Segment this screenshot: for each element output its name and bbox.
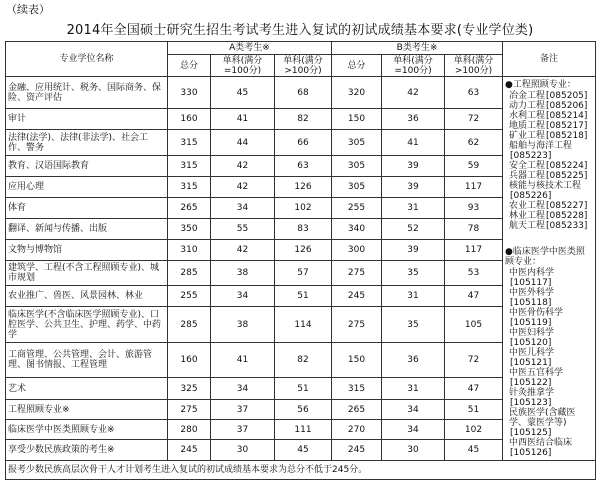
a-single-gt100-cell: 51	[275, 286, 332, 307]
b-total-cell: 270	[332, 420, 382, 440]
engineering-note-item	[505, 161, 593, 171]
note-item-name: 动力工程	[509, 100, 546, 111]
a-single-100-cell: 41	[211, 343, 275, 378]
note-item-name: 矿业工程	[509, 130, 546, 141]
a-total-cell: 315	[168, 156, 211, 177]
b-single-gt100-cell: 78	[445, 219, 503, 240]
note-item-code: [085225]	[546, 170, 588, 181]
major-name-cell: 应用心理	[6, 177, 168, 198]
b-total-cell: 275	[332, 261, 382, 286]
a-single-100-cell: 34	[211, 198, 275, 219]
a-single-100-cell: 37	[211, 400, 275, 420]
footnote-row	[6, 461, 596, 480]
note-item-code: [085214]	[546, 110, 588, 121]
engineering-note-item	[505, 111, 593, 121]
a-single-gt100-cell: 82	[275, 109, 332, 130]
a-single-100-cell: 45	[211, 77, 275, 109]
a-single-100-cell: 55	[211, 219, 275, 240]
b-single-100-cell: 35	[382, 261, 445, 286]
medical-note-item	[505, 368, 593, 388]
b-total-cell: 305	[332, 156, 382, 177]
a-single-gt100-cell: 111	[275, 420, 332, 440]
a-single-100-header: 单科(满分=100分)	[211, 55, 275, 77]
note-item-code: [105126]	[510, 447, 552, 458]
note-item-name: 冶金工程	[509, 90, 546, 101]
medical-notes	[505, 247, 593, 458]
major-name-cell: 临床医学中医类照顾专业※	[6, 420, 168, 440]
a-total-cell: 310	[168, 240, 211, 261]
note-item-name: 核能与核技术工程	[509, 180, 582, 191]
b-single-gt100-cell: 47	[445, 378, 503, 400]
a-single-100-cell: 37	[211, 420, 275, 440]
medical-note-item	[505, 348, 593, 368]
b-single-100-cell: 34	[382, 420, 445, 440]
note-item-name: 航天工程	[509, 220, 546, 231]
engineering-notes	[505, 80, 593, 231]
note-item-name: 中医外科学	[509, 287, 555, 298]
b-single-100-cell: 39	[382, 156, 445, 177]
note-item-code: [085217]	[546, 120, 588, 131]
b-single-100-cell: 35	[382, 307, 445, 343]
b-single-gt100-cell: 93	[445, 198, 503, 219]
note-item-name: 中西医结合临床	[509, 437, 573, 448]
b-total-cell: 320	[332, 77, 382, 109]
b-single-gt100-cell: 72	[445, 343, 503, 378]
b-single-100-cell: 30	[382, 440, 445, 461]
b-single-100-cell: 31	[382, 286, 445, 307]
a-total-cell: 280	[168, 420, 211, 440]
b-single-gt100-cell: 45	[445, 440, 503, 461]
engineering-note-item	[505, 171, 593, 181]
a-single-gt100-cell: 82	[275, 343, 332, 378]
major-name-cell: 金融、应用统计、税务、国际商务、保险、资产评估	[6, 77, 168, 109]
note-item-code: [085233]	[546, 220, 588, 231]
note-item-code: [085227]	[546, 200, 588, 211]
note-item-code: [105123]	[510, 397, 552, 408]
a-single-gt100-cell: 83	[275, 219, 332, 240]
b-total-cell: 275	[332, 307, 382, 343]
b-single-gt100-cell: 102	[445, 420, 503, 440]
group-a-header: A类考生※	[168, 42, 332, 55]
continued-label: （续表）	[6, 3, 50, 16]
b-single-100-cell: 39	[382, 240, 445, 261]
b-total-cell: 150	[332, 109, 382, 130]
b-single-100-cell: 34	[382, 400, 445, 420]
a-single-gt100-cell: 102	[275, 198, 332, 219]
b-total-cell: 245	[332, 440, 382, 461]
b-single-gt100-cell: 59	[445, 156, 503, 177]
b-single-gt100-cell: 117	[445, 240, 503, 261]
a-single-100-cell: 42	[211, 177, 275, 198]
b-total-cell: 305	[332, 130, 382, 156]
b-single-gt100-cell: 47	[445, 286, 503, 307]
engineering-note-item	[505, 221, 593, 231]
a-total-cell: 275	[168, 400, 211, 420]
b-single-gt100-cell: 51	[445, 400, 503, 420]
note-item-name: 农业工程	[509, 200, 546, 211]
medical-note-item	[505, 288, 593, 308]
a-single-100-cell: 30	[211, 440, 275, 461]
engineering-note-item	[505, 91, 593, 101]
b-single-gt100-cell: 62	[445, 130, 503, 156]
engineering-note-item	[505, 141, 593, 161]
a-single-gt100-cell: 126	[275, 177, 332, 198]
a-total-cell: 315	[168, 177, 211, 198]
medical-note-item	[505, 268, 593, 288]
note-item-code: [105125]	[510, 427, 552, 438]
a-single-gt100-cell: 126	[275, 240, 332, 261]
note-item-name: 兵器工程	[509, 170, 546, 181]
major-name-cell: 临床医学(不含临床医学照顾专业)、口腔医学、公共卫生、护理、药学、中药学	[6, 307, 168, 343]
b-single-gt100-cell: 53	[445, 261, 503, 286]
a-total-cell: 255	[168, 286, 211, 307]
b-single-gt100-cell: 117	[445, 177, 503, 198]
a-single-gt100-cell: 57	[275, 261, 332, 286]
notes-cell	[503, 77, 596, 461]
note-item-name: 地质工程	[509, 120, 546, 131]
b-single-100-header: 单科(满分=100分)	[382, 55, 445, 77]
a-single-100-cell: 44	[211, 130, 275, 156]
major-name-cell: 农业推广、兽医、风景园林、林业	[6, 286, 168, 307]
table-row	[6, 77, 596, 109]
group-b-header: B类考生※	[332, 42, 503, 55]
a-total-cell: 265	[168, 198, 211, 219]
note-item-name: 中医五官科学	[509, 367, 564, 378]
note-item-code: [105119]	[510, 317, 552, 328]
major-name-cell: 文物与博物馆	[6, 240, 168, 261]
major-name-cell: 教育、汉语国际教育	[6, 156, 168, 177]
b-single-gt100-cell: 105	[445, 307, 503, 343]
b-single-100-cell: 36	[382, 343, 445, 378]
page-title: 2014年全国硕士研究生招生考试考生进入复试的初试成绩基本要求(专业学位类)	[66, 23, 534, 38]
engineering-note-item	[505, 201, 593, 211]
a-single-gt100-cell: 56	[275, 400, 332, 420]
note-item-code: [085218]	[546, 130, 588, 141]
b-total-cell: 340	[332, 219, 382, 240]
b-total-cell: 245	[332, 286, 382, 307]
b-single-100-cell: 36	[382, 109, 445, 130]
a-total-cell: 330	[168, 77, 211, 109]
note-item-code: [085226]	[510, 190, 552, 201]
b-single-100-cell: 31	[382, 198, 445, 219]
major-name-cell: 艺术	[6, 378, 168, 400]
note-item-code: [085228]	[546, 210, 588, 221]
major-name-cell: 法律(法学)、法律(非法学)、社会工作、警务	[6, 130, 168, 156]
footnote: 报考少数民族高层次骨干人才计划考生进入复试的初试成绩基本要求为总分不低于245分。	[6, 461, 596, 480]
b-total-cell: 300	[332, 240, 382, 261]
note-item-name: 船舶与海洋工程	[509, 140, 573, 151]
note-item-code: [105122]	[510, 377, 552, 388]
b-total-cell: 315	[332, 378, 382, 400]
b-total-cell: 150	[332, 343, 382, 378]
b-single-100-cell: 41	[382, 130, 445, 156]
b-single-gt100-header: 单科(满分>100分)	[445, 55, 503, 77]
note-item-code: [085205]	[546, 90, 588, 101]
note-item-code: [085223]	[510, 150, 552, 161]
note-item-name: 安全工程	[509, 160, 546, 171]
note-item-name: 中医儿科学	[509, 347, 555, 358]
engineering-note-item	[505, 211, 593, 221]
major-name-cell: 工商管理、公共管理、会计、旅游管理、图书情报、工程管理	[6, 343, 168, 378]
major-name-cell: 工程照顾专业※	[6, 400, 168, 420]
a-total-header: 总分	[168, 55, 211, 77]
engineering-note-item	[505, 101, 593, 111]
b-total-cell: 305	[332, 177, 382, 198]
a-total-cell: 325	[168, 378, 211, 400]
b-total-header: 总分	[332, 55, 382, 77]
a-total-cell: 245	[168, 440, 211, 461]
a-single-gt100-cell: 66	[275, 130, 332, 156]
a-single-100-cell: 38	[211, 307, 275, 343]
a-single-gt100-cell: 68	[275, 77, 332, 109]
medical-note-item	[505, 328, 593, 348]
a-single-100-cell: 38	[211, 261, 275, 286]
b-single-gt100-cell: 72	[445, 109, 503, 130]
a-single-gt100-cell: 114	[275, 307, 332, 343]
b-single-100-cell: 39	[382, 177, 445, 198]
medical-notes-header: ●临床医学中医类照顾专业：	[505, 246, 585, 267]
b-total-cell: 255	[332, 198, 382, 219]
note-item-code: [085206]	[546, 100, 588, 111]
note-item-name: 中医妇科学	[509, 327, 555, 338]
note-item-name: 中医内科学	[509, 267, 555, 278]
a-single-100-cell: 42	[211, 240, 275, 261]
note-item-code: [085224]	[546, 160, 588, 171]
major-name-cell: 体育	[6, 198, 168, 219]
a-single-100-cell: 34	[211, 378, 275, 400]
a-single-gt100-cell: 63	[275, 156, 332, 177]
major-name-cell: 建筑学、工程(不含工程照顾专业)、城市规划	[6, 261, 168, 286]
a-total-cell: 285	[168, 307, 211, 343]
a-single-gt100-cell: 45	[275, 440, 332, 461]
major-name-cell: 翻译、新闻与传播、出版	[6, 219, 168, 240]
b-single-100-cell: 42	[382, 77, 445, 109]
medical-note-item	[505, 438, 593, 458]
note-item-code: [105121]	[510, 357, 552, 368]
a-total-cell: 285	[168, 261, 211, 286]
a-single-100-cell: 41	[211, 109, 275, 130]
a-total-cell: 350	[168, 219, 211, 240]
note-item-name: 民族医学(含藏医学、蒙医学等)	[509, 407, 576, 428]
notes-header: 备注	[503, 42, 596, 77]
note-item-code: [105120]	[510, 337, 552, 348]
engineering-note-item	[505, 121, 593, 131]
a-single-100-cell: 34	[211, 286, 275, 307]
medical-note-item	[505, 408, 593, 438]
note-item-name: 中医骨伤科学	[509, 307, 564, 318]
b-single-gt100-cell: 63	[445, 77, 503, 109]
engineering-note-item	[505, 181, 593, 201]
note-item-code: [105118]	[510, 297, 552, 308]
b-total-cell: 265	[332, 400, 382, 420]
a-single-gt100-cell: 51	[275, 378, 332, 400]
medical-note-item	[505, 388, 593, 408]
major-name-cell: 审计	[6, 109, 168, 130]
a-total-cell: 160	[168, 343, 211, 378]
a-single-100-cell: 42	[211, 156, 275, 177]
note-item-name: 林业工程	[509, 210, 546, 221]
medical-note-item	[505, 308, 593, 328]
engineering-notes-header: ●工程照顾专业：	[505, 79, 576, 90]
a-total-cell: 160	[168, 109, 211, 130]
major-name-cell: 享受少数民族政策的考生※	[6, 440, 168, 461]
note-item-code: [105117]	[510, 277, 552, 288]
major-header: 专业学位名称	[6, 42, 168, 77]
engineering-note-item	[505, 131, 593, 141]
note-item-name: 水利工程	[509, 110, 546, 121]
note-item-name: 针灸推拿学	[509, 387, 555, 398]
a-total-cell: 315	[168, 130, 211, 156]
score-table	[5, 41, 596, 480]
b-single-100-cell: 31	[382, 378, 445, 400]
a-single-gt100-header: 单科(满分>100分)	[275, 55, 332, 77]
b-single-100-cell: 52	[382, 219, 445, 240]
